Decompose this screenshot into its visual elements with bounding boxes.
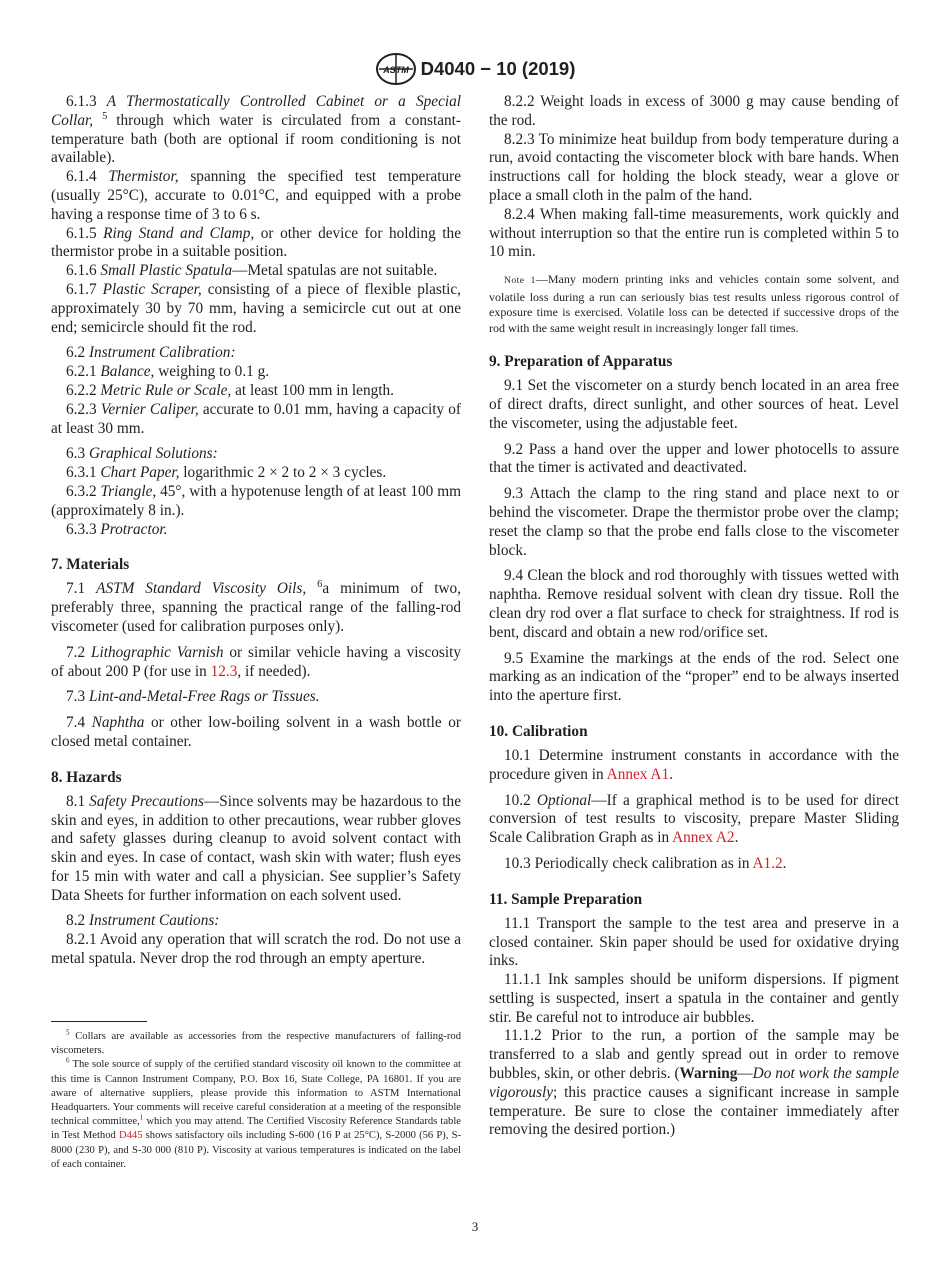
paragraph-10-3: 10.3 Periodically check calibration as in A1.2. (504, 854, 787, 872)
link-a1-2[interactable]: A1.2 (752, 854, 783, 872)
paragraph-6-3-1: 6.3.1 Chart Paper, logarithmic 2 × 2 to 2 × 3 cycles. (66, 464, 387, 482)
paragraph-6-3-2: 6.3.2 Triangle, 45°, with a hypotenuse length of at least 100 mm (approximately 8 in.). (51, 482, 461, 519)
paragraph-6-1-4: 6.1.4 Thermistor, spanning the specified test temperature (usually 25°C), accurate to 0.01°C, and equipped with a probe having a response time of 3 to 6 s. (51, 168, 461, 223)
paragraph-6-1-5: 6.1.5 Ring Stand and Clamp, or other device for holding the thermistor probe in a suitable position. (51, 224, 461, 261)
footnote-6: $^6$ The sole source of supply of the certified standard viscosity oil known to the committee at this time is Cannon Instrument Company, P.O. Box 16, State College, PA 16801. If you are aware of alternative suppliers, please provide this information to ASTM International Headquarters. Your comments will receive careful consideration at a meeting of the responsible technical committee,$^1$ which you may attend. The Certified Viscosity Reference Standards table in Test Method D445 shows satisfactory oils including S-600 (16 P at 25°C), S-2000 (56 P), S-8000 (230 P), and S-30 000 (810 P). Viscosity at various temperatures is indicated on the label of each container. (51, 1056, 462, 1170)
note-label: Note 1 (504, 276, 536, 287)
section-heading-sample-preparation: 11. Sample Preparation (489, 890, 643, 908)
paragraph-11-1-1: 11.1.1 Ink samples should be uniform dispersions. If pigment settling is suspected, insert a spatula in the container and gently stir. Be careful not to introduce air bubbles. (489, 971, 899, 1026)
page-number: 3 (471, 1219, 479, 1234)
paragraph-8-2: 8.2 Instrument Cautions: (66, 912, 220, 930)
section-heading-materials: 7. Materials (51, 556, 130, 574)
paragraph-6-2: 6.2 Instrument Calibration: (66, 344, 236, 362)
page-header (0, 52, 950, 86)
left-column (51, 93, 461, 969)
paragraph-6-3: 6.3 Graphical Solutions: (66, 445, 218, 463)
paragraph-8-1: 8.1 Safety Precautions—Since solvents may be hazardous to the skin and eyes, in addition to other precautions, wear rubber gloves and safety glasses during cleanup to avoid solvent contact with skin and eyes. In case of contact, wash skin with water; flush eyes for 15 min with water and call a physician. See supplier’s Safety Data Sheets for further information on each solvent used. (51, 792, 461, 904)
link-annex-a2[interactable]: Annex A2 (672, 829, 735, 847)
paragraph-7-1: 7.1 ASTM Standard Viscosity Oils, $^6$a minimum of two, preferably three, spanning the practical range of the falling-rod viscometer (used for calibration purposes only). (51, 579, 461, 635)
paragraph-10-1: 10.1 Determine instrument constants in accordance with the procedure given in Annex A1. (489, 746, 899, 783)
astm-logo-icon (375, 52, 417, 86)
paragraph-6-1-6: 6.1.6 Small Plastic Spatula—Metal spatulas are not suitable. (66, 262, 438, 280)
paragraph-7-2: 7.2 Lithographic Varnish or similar vehicle having a viscosity of about 200 P (for use in 12.3, if needed). (51, 643, 461, 680)
paragraph-11-1-2: 11.1.2 Prior to the run, a portion of the sample may be transferred to a slab and gently spread out in order to remove bubbles, skin, or other debris. (Warning—Do not work the sample vigorously; this practice causes a significant increase in sample temperature. Be sure to close the container immediately after removing the desired portion.) (489, 1027, 899, 1139)
link-annex-a1[interactable]: Annex A1 (606, 765, 670, 783)
paragraph-9-3: 9.3 Attach the clamp to the ring stand and place next to or behind the viscometer. Drape the thermistor probe over the clamp; reset the clamp so that the probe end falls close to the viscometer block. (489, 485, 899, 559)
right-column (489, 93, 899, 1140)
svg-text:ASTM: ASTM (382, 65, 409, 75)
paragraph-6-1-7: 6.1.7 Plastic Scraper, consisting of a piece of flexible plastic, approximately 30 by 70 mm, having a semicircle cut out at one end; semicircle should fit the rod. (51, 280, 462, 336)
note-1: Note 1—Many modern printing inks and vehicles contain some solvent, and volatile loss during a run can seriously bias test results unless rigorous control of exposure time is exercised. Volatile loss can be detected if successive drops of the rod with the same weight result in increasingly longer fall times. (489, 272, 900, 335)
paragraph-6-3-3: 6.3.3 Protractor. (66, 520, 168, 538)
link-12-3[interactable]: 12.3 (210, 662, 238, 680)
paragraph-7-4: 7.4 Naphtha or other low-boiling solvent in a wash bottle or closed metal container. (51, 714, 461, 750)
section-heading-preparation-of-apparatus: 9. Preparation of Apparatus (489, 353, 673, 371)
paragraph-11-1: 11.1 Transport the sample to the test area and preserve in a closed container. Skin paper should be used for oxidative drying inks. (489, 914, 899, 970)
paragraph-10-2: 10.2 Optional—If a graphical method is to be used for direct conversion of test results to viscosity, prepare Master Sliding Scale Calibration Graph as in Annex A2. (489, 791, 899, 847)
document-id: D4040 − 10 (2019) (420, 58, 576, 79)
paragraph-9-2: 9.2 Pass a hand over the upper and lower photocells to assure that the timer is activated and deactivated. (489, 440, 899, 477)
paragraph-6-2-1: 6.2.1 Balance, weighing to 0.1 g. (66, 363, 270, 381)
link-d445[interactable]: D445 (118, 1130, 143, 1142)
footnote-5: $^5$ Collars are available as accessories from the respective manufacturers of falling-rod viscometers. (51, 1028, 461, 1057)
paragraph-9-4: 9.4 Clean the block and rod thoroughly with tissues wetted with naphtha. Remove residual solvent with clean dry tissue. Roll the clean dry rod over a flat surface to check for straightness. If rod is bent, discard and obtain a new rod/orifice set. (489, 567, 899, 641)
footnote-rule (51, 1021, 147, 1022)
paragraph-8-2-2: 8.2.2 Weight loads in excess of 3000 g may cause bending of the rod. (489, 93, 899, 129)
paragraph-8-2-3: 8.2.3 To minimize heat buildup from body temperature during a run, avoid contacting the viscometer block with bare hands. When instructions call for holding the block steady, wear a glove or place a small cloth in the palm of the hand. (489, 130, 899, 204)
paragraph-9-1: 9.1 Set the viscometer on a sturdy bench located in an area free of direct drafts, direct sunlight, and other sources of heat. Level the viscometer, using the adjustable feet. (489, 377, 899, 432)
paragraph-6-2-3: 6.2.3 Vernier Caliper, accurate to 0.01 mm, having a capacity of at least 30 mm. (51, 400, 461, 437)
section-heading-hazards: 8. Hazards (51, 768, 122, 786)
warning-label: Warning (679, 1065, 738, 1083)
paragraph-6-1-3: 6.1.3 A Thermostatically Controlled Cabinet or a Special Collar, $^5$ through which water is circulated from a constant-temperature bath (both are optional if room conditioning is not available). (51, 93, 462, 167)
paragraph-6-2-2: 6.2.2 Metric Rule or Scale, at least 100 mm in length. (66, 381, 394, 399)
footnotes (51, 1030, 461, 1172)
paragraph-8-2-4: 8.2.4 When making fall-time measurements, work quickly and without interruption so that the entire run is completed within 5 to 10 min. (489, 205, 899, 261)
section-heading-calibration: 10. Calibration (489, 722, 588, 740)
paragraph-7-3: 7.3 Lint-and-Metal-Free Rags or Tissues. (66, 688, 320, 706)
paragraph-9-5: 9.5 Examine the markings at the ends of the rod. Select one marking as an indication of the “proper” end to be always inserted into the aperture first. (489, 649, 899, 705)
paragraph-8-2-1: 8.2.1 Avoid any operation that will scratch the rod. Do not use a metal spatula. Never drop the rod through an empty aperture. (51, 931, 461, 968)
